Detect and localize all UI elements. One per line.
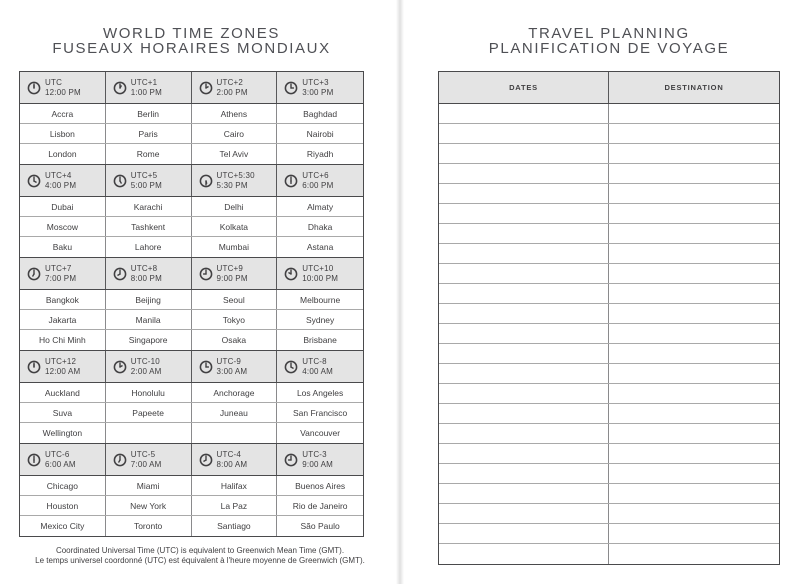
clock-icon <box>199 453 213 467</box>
city-cell: Seoul <box>192 290 278 309</box>
left-page-title-block <box>19 26 364 56</box>
destination-cell <box>609 184 779 203</box>
city-cell: Athens <box>192 104 278 123</box>
timezone-label-block <box>217 450 248 469</box>
city-cell: Riyadh <box>306 149 334 159</box>
timezone-header-cell <box>20 72 106 103</box>
timezone-city-row <box>20 124 363 144</box>
city-cell: Berlin <box>106 104 192 123</box>
dates-cell <box>439 164 609 183</box>
city-cell: Rio de Janeiro <box>292 500 348 511</box>
timezone-header-row <box>20 72 363 104</box>
destination-cell <box>609 484 779 503</box>
dates-cell <box>439 504 609 523</box>
travel-table-row <box>439 244 779 264</box>
timezone-label-block <box>131 78 162 97</box>
clock-icon <box>284 453 298 467</box>
travel-table-row <box>439 404 779 424</box>
timezone-header-cell <box>277 72 363 103</box>
timezone-label-block <box>131 357 162 376</box>
travel-table-row <box>439 344 779 364</box>
utc-offset-label: UTC-3 <box>302 450 327 459</box>
utc-offset-label: UTC-5 <box>130 450 156 459</box>
city-cell: Toronto <box>106 516 192 536</box>
city-cell: Tokyo <box>192 310 278 329</box>
timezone-label-block <box>217 357 248 376</box>
timezone-header-row <box>20 444 363 476</box>
dates-cell <box>439 364 609 383</box>
local-time-label: 9:00 AM <box>302 459 334 469</box>
city-cell: Buenos Aires <box>295 480 346 491</box>
clock-icon <box>27 81 41 95</box>
clock-icon <box>199 360 213 374</box>
travel-table-row <box>439 364 779 384</box>
destination-cell <box>609 124 779 143</box>
city-cell: Delhi <box>192 197 278 216</box>
destination-cell <box>609 364 779 383</box>
utc-offset-label: UTC+12 <box>45 357 77 366</box>
local-time-label: 8:00 AM <box>216 459 248 469</box>
city-cell: Kolkata <box>192 217 278 236</box>
travel-table-header-row <box>439 72 779 104</box>
left-page-title-fr: FUSEAUX HORAIRES MONDIAUX <box>52 40 331 57</box>
destination-cell <box>609 144 779 163</box>
utc-offset-label: UTC+2 <box>216 78 244 87</box>
local-time-label: 7:00 AM <box>130 459 162 469</box>
destination-cell <box>609 424 779 443</box>
timezone-label-block <box>302 450 333 469</box>
destination-cell <box>609 304 779 323</box>
clock-icon <box>113 453 127 467</box>
timezone-header-cell <box>106 72 192 103</box>
city-cell: London <box>20 144 106 164</box>
city-cell: Honolulu <box>106 383 192 402</box>
city-cell: Singapore <box>106 330 192 350</box>
travel-table-row <box>439 124 779 144</box>
local-time-label: 3:00 PM <box>302 87 334 97</box>
destination-cell <box>609 524 779 543</box>
timezone-label-block <box>131 450 162 469</box>
timezone-header-cell <box>20 351 106 382</box>
clock-icon <box>199 267 213 281</box>
travel-table-row <box>439 524 779 544</box>
timezone-city-row <box>20 310 363 330</box>
destination-cell <box>609 444 779 463</box>
clock-icon <box>284 267 298 281</box>
timezone-header-cell <box>192 258 278 289</box>
timezone-header-cell <box>106 444 192 475</box>
timezone-header-cell <box>277 444 363 475</box>
dates-cell <box>439 144 609 163</box>
timezone-city-row <box>20 197 363 217</box>
timezone-header-row <box>20 351 363 383</box>
city-cell: Vancouver <box>300 428 341 438</box>
local-time-label: 9:00 PM <box>216 273 248 283</box>
city-cell: Mexico City <box>20 516 106 536</box>
dates-column-header: DATES <box>439 72 609 103</box>
timezone-label-block <box>45 78 81 97</box>
timezone-header-cell <box>192 165 278 196</box>
city-cell: New York <box>106 496 192 515</box>
clock-icon <box>113 267 127 281</box>
timezone-header-row <box>20 165 363 197</box>
travel-table-row <box>439 384 779 404</box>
travel-table-row <box>439 324 779 344</box>
city-cell: Los Angeles <box>296 387 344 398</box>
utc-offset-label: UTC-9 <box>216 357 242 366</box>
dates-cell <box>439 284 609 303</box>
city-cell: Melbourne <box>300 294 341 305</box>
local-time-label: 6:00 PM <box>302 180 334 190</box>
clock-icon <box>113 174 127 188</box>
city-cell <box>192 423 278 443</box>
dates-cell <box>439 324 609 343</box>
clock-icon <box>284 174 298 188</box>
timezone-header-cell <box>106 351 192 382</box>
right-page-title-block <box>438 26 780 56</box>
destination-cell <box>609 204 779 223</box>
city-cell: Papeete <box>106 403 192 422</box>
utc-offset-label: UTC-8 <box>302 357 327 366</box>
travel-table-row <box>439 224 779 244</box>
destination-cell <box>609 324 779 343</box>
destination-column-header: DESTINATION <box>664 83 724 92</box>
city-cell: Lahore <box>106 237 192 257</box>
travel-table-row <box>439 204 779 224</box>
city-cell: Miami <box>106 476 192 495</box>
travel-planning-table <box>438 71 780 565</box>
clock-icon <box>27 453 41 467</box>
city-cell: Dhaka <box>307 221 333 232</box>
timezone-city-row <box>20 217 363 237</box>
dates-cell <box>439 204 609 223</box>
local-time-label: 4:00 AM <box>302 366 334 376</box>
clock-icon <box>284 81 298 95</box>
timezone-city-row <box>20 423 363 443</box>
city-cell: Almaty <box>307 201 334 212</box>
city-cell: Santiago <box>192 516 278 536</box>
timezone-city-row <box>20 104 363 124</box>
utc-offset-label: UTC+7 <box>45 264 72 273</box>
travel-planning-page <box>400 0 800 584</box>
right-page-title-en: TRAVEL PLANNING <box>528 25 690 42</box>
city-cell: Manila <box>106 310 192 329</box>
timezone-label-block <box>302 78 333 97</box>
timezone-header-cell <box>20 444 106 475</box>
destination-cell <box>609 504 779 523</box>
timezone-header-cell <box>192 72 278 103</box>
clock-icon <box>27 267 41 281</box>
utc-offset-label: UTC-10 <box>130 357 160 366</box>
timezone-label-block <box>217 78 248 97</box>
timezone-section <box>20 350 363 443</box>
city-cell: Accra <box>20 104 106 123</box>
timezone-header-cell <box>106 165 192 196</box>
destination-cell <box>609 224 779 243</box>
timezone-header-cell <box>277 258 363 289</box>
clock-icon <box>113 81 127 95</box>
travel-table-row <box>439 504 779 524</box>
city-cell: Chicago <box>20 476 106 495</box>
utc-offset-label: UTC+10 <box>302 264 334 273</box>
dates-cell <box>439 484 609 503</box>
timezone-section <box>20 257 363 350</box>
destination-cell <box>609 264 779 283</box>
destination-cell <box>609 284 779 303</box>
left-page-title-en: WORLD TIME ZONES <box>103 25 280 42</box>
city-cell: Brisbane <box>303 335 337 345</box>
city-cell: Tel Aviv <box>192 144 278 164</box>
city-cell: Juneau <box>192 403 278 422</box>
dates-cell <box>439 304 609 323</box>
timezone-label-block <box>131 171 162 190</box>
city-cell: San Francisco <box>292 407 348 418</box>
local-time-label: 5:30 PM <box>216 180 248 190</box>
city-cell: Baghdad <box>303 108 338 119</box>
utc-offset-label: UTC+1 <box>130 78 158 87</box>
utc-footnote-fr: Le temps universel coordonné (UTC) est équivalent à l'heure moyenne de Greenwich (GMT). <box>35 556 365 565</box>
destination-cell <box>609 104 779 123</box>
travel-table-row <box>439 264 779 284</box>
utc-offset-label: UTC+3 <box>302 78 329 87</box>
timezone-label-block <box>45 264 76 283</box>
timezone-city-row <box>20 383 363 403</box>
destination-cell <box>609 544 779 564</box>
timezone-label-block <box>45 171 76 190</box>
local-time-label: 2:00 PM <box>216 87 248 97</box>
utc-offset-label: UTC+5:30 <box>216 171 255 180</box>
city-cell: Bangkok <box>20 290 106 309</box>
dates-cell <box>439 244 609 263</box>
timezone-label-block <box>217 264 248 283</box>
city-cell: Jakarta <box>20 310 106 329</box>
travel-table-row <box>439 284 779 304</box>
timezone-header-cell <box>277 351 363 382</box>
city-cell: Osaka <box>192 330 278 350</box>
clock-icon <box>199 174 213 188</box>
utc-offset-label: UTC+5 <box>130 171 158 180</box>
utc-offset-label: UTC-4 <box>216 450 242 459</box>
timezone-label-block <box>45 357 80 376</box>
local-time-label: 5:00 PM <box>130 180 162 190</box>
destination-cell <box>609 344 779 363</box>
travel-table-row <box>439 484 779 504</box>
timezone-header-cell <box>192 351 278 382</box>
city-cell: Auckland <box>20 383 106 402</box>
city-cell: Houston <box>20 496 106 515</box>
timezone-label-block <box>302 171 333 190</box>
utc-offset-label: UTC+9 <box>216 264 244 273</box>
timezone-section <box>20 164 363 257</box>
local-time-label: 12:00 PM <box>45 87 81 97</box>
timezone-header-cell <box>192 444 278 475</box>
city-cell: Dubai <box>20 197 106 216</box>
city-cell: Wellington <box>20 423 106 443</box>
timezone-label-block <box>302 264 338 283</box>
dates-cell <box>439 124 609 143</box>
local-time-label: 7:00 PM <box>45 273 77 283</box>
local-time-label: 2:00 AM <box>130 366 162 376</box>
city-cell: São Paulo <box>300 521 340 531</box>
local-time-label: 12:00 AM <box>45 366 81 376</box>
timezone-city-row <box>20 330 363 350</box>
utc-footnote <box>0 546 400 566</box>
city-cell <box>106 423 192 443</box>
timezone-city-row <box>20 403 363 423</box>
timezone-city-row <box>20 476 363 496</box>
city-cell: La Paz <box>192 496 278 515</box>
right-page-title-fr: PLANIFICATION DE VOYAGE <box>488 40 730 57</box>
timezone-header-row <box>20 258 363 290</box>
timezone-city-row <box>20 496 363 516</box>
travel-table-row <box>439 164 779 184</box>
utc-footnote-en: Coordinated Universal Time (UTC) is equivalent to Greenwich Mean Time (GMT). <box>55 546 345 555</box>
utc-offset-label: UTC <box>45 78 63 87</box>
dates-cell <box>439 464 609 483</box>
travel-table-row <box>439 304 779 324</box>
local-time-label: 6:00 AM <box>45 459 76 469</box>
utc-offset-label: UTC-6 <box>45 450 70 459</box>
travel-table-row <box>439 104 779 124</box>
travel-table-row <box>439 184 779 204</box>
clock-icon <box>113 360 127 374</box>
city-cell: Sydney <box>305 314 335 325</box>
timezone-city-row <box>20 290 363 310</box>
clock-icon <box>199 81 213 95</box>
travel-table-row <box>439 544 779 564</box>
dates-cell <box>439 104 609 123</box>
timezone-section <box>20 443 363 536</box>
city-cell: Paris <box>106 124 192 143</box>
dates-cell <box>439 344 609 363</box>
dates-cell <box>439 264 609 283</box>
timezone-table <box>19 71 364 537</box>
city-cell: Nairobi <box>306 128 334 139</box>
utc-offset-label: UTC+6 <box>302 171 329 180</box>
travel-table-row <box>439 444 779 464</box>
timezone-header-cell <box>20 258 106 289</box>
local-time-label: 1:00 PM <box>130 87 162 97</box>
travel-table-row <box>439 424 779 444</box>
utc-offset-label: UTC+4 <box>45 171 72 180</box>
destination-cell <box>609 404 779 423</box>
destination-cell <box>609 244 779 263</box>
dates-cell <box>439 384 609 403</box>
timezone-label-block <box>302 357 333 376</box>
city-cell: Suva <box>20 403 106 422</box>
dates-cell <box>439 524 609 543</box>
city-cell: Anchorage <box>192 383 278 402</box>
clock-icon <box>284 360 298 374</box>
utc-offset-label: UTC+8 <box>130 264 158 273</box>
city-cell: Baku <box>20 237 106 257</box>
city-cell: Beijing <box>106 290 192 309</box>
clock-icon <box>27 174 41 188</box>
dates-cell <box>439 444 609 463</box>
city-cell: Moscow <box>20 217 106 236</box>
timezone-city-row <box>20 237 363 257</box>
local-time-label: 4:00 PM <box>45 180 77 190</box>
destination-cell <box>609 384 779 403</box>
destination-cell <box>609 164 779 183</box>
dates-cell <box>439 224 609 243</box>
city-cell: Halifax <box>192 476 278 495</box>
city-cell: Mumbai <box>192 237 278 257</box>
city-cell: Lisbon <box>20 124 106 143</box>
city-cell: Astana <box>306 242 334 252</box>
timezone-header-cell <box>20 165 106 196</box>
local-time-label: 3:00 AM <box>216 366 248 376</box>
city-cell: Rome <box>106 144 192 164</box>
dates-cell <box>439 184 609 203</box>
timezone-label-block <box>45 450 76 469</box>
timezone-label-block <box>217 171 255 190</box>
dates-cell <box>439 424 609 443</box>
dates-cell <box>439 404 609 423</box>
destination-cell <box>609 464 779 483</box>
travel-table-row <box>439 464 779 484</box>
timezone-header-cell <box>106 258 192 289</box>
timezone-header-cell <box>277 165 363 196</box>
city-cell: Ho Chi Minh <box>20 330 106 350</box>
city-cell: Tashkent <box>106 217 192 236</box>
local-time-label: 10:00 PM <box>302 273 339 283</box>
timezone-city-row <box>20 516 363 536</box>
local-time-label: 8:00 PM <box>130 273 162 283</box>
city-cell: Cairo <box>192 124 278 143</box>
city-cell: Karachi <box>106 197 192 216</box>
timezone-section <box>20 72 363 164</box>
timezone-label-block <box>131 264 162 283</box>
travel-table-row <box>439 144 779 164</box>
timezone-city-row <box>20 144 363 164</box>
clock-icon <box>27 360 41 374</box>
dates-cell <box>439 544 609 564</box>
